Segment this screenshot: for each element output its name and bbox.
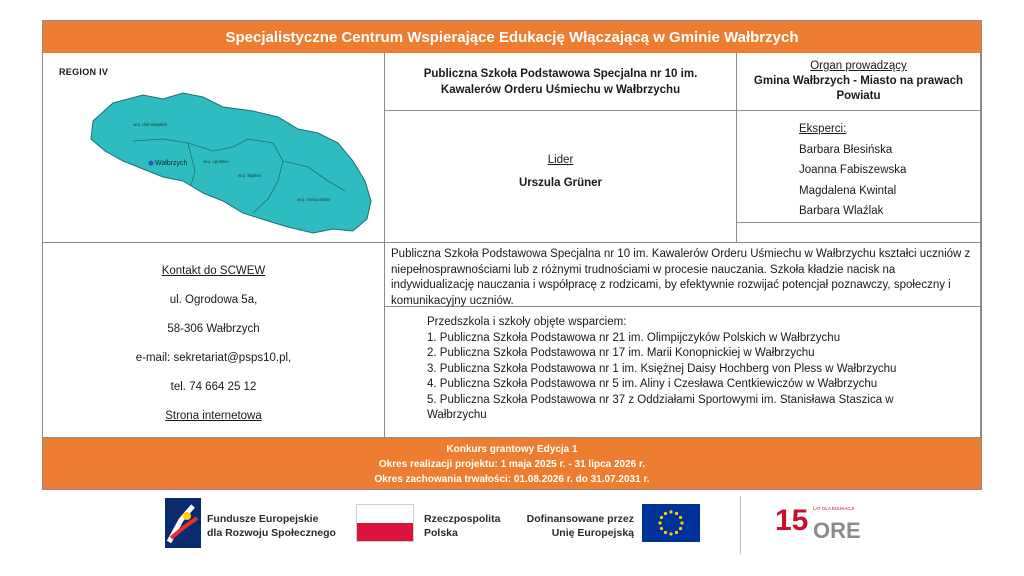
map-area-label: Wałbrzych: [155, 160, 188, 167]
fe-logo-icon: [165, 498, 201, 548]
experts-panel: [737, 111, 981, 223]
contact-panel: [43, 243, 385, 438]
eu-star-icon: [675, 531, 678, 534]
school-name: Publiczna Szkoła Podstawowa Specjalna nr 10 im. Kawalerów Orderu Uśmiechu w Wałbrzychu: [385, 53, 737, 111]
map-area-label: woj. dolnośląskie: [133, 122, 168, 127]
supported-schools-title: Przedszkola i szkoły objęte wsparciem:: [427, 316, 627, 328]
supported-schools-panel: [385, 307, 981, 438]
footer-line: Okres zachowania trwałości: 01.08.2026 r. do 31.07.2031 r.: [374, 474, 650, 485]
contact-title: Kontakt do SCWEW: [161, 265, 266, 277]
expert-name: Magdalena Kwintal: [799, 184, 897, 197]
eu-star-icon: [660, 516, 663, 519]
region-map: [83, 81, 373, 241]
svg-text:ORE: ORE: [813, 518, 861, 543]
eu-star-icon: [664, 512, 667, 515]
list-item: 3. Publiczna Szkoła Podstawowa nr 1 im. Księżnej Daisy Hochberg von Pless w Wałbrzychu: [427, 362, 897, 375]
info-card: [42, 20, 982, 490]
poland-logo-text: [424, 512, 500, 540]
svg-text:15: 15: [775, 504, 809, 537]
experts-panel-spacer: [737, 223, 981, 243]
project-footer: [43, 438, 981, 489]
pl-line-2: Polska: [424, 527, 458, 539]
school-description: Publiczna Szkoła Podstawowa Specjalna nr 10 im. Kawalerów Orderu Uśmiechu w Wałbrzychu kształci uczniów z niepełnosprawnościami lub z różnymi trudnościami w procesie nauczania. Szkoła kładzie nacisk na indywidualizację nauczania i współpracę z rodzicami, by efektywnie rozwijać potencjał poznawczy, społeczny i komunikacyjny uczniów.: [385, 243, 981, 307]
organ-value: Gmina Wałbrzych - Miasto na prawach Powiatu: [753, 75, 964, 102]
eu-star-icon: [660, 527, 663, 530]
region-map-panel: [43, 53, 385, 243]
list-item: 5. Publiczna Szkoła Podstawowa nr 37 z Oddziałami Sportowymi im. Stanisława Staszica w Wałbrzychu: [427, 393, 894, 421]
list-item: 1. Publiczna Szkoła Podstawowa nr 21 im. Olimpijczyków Polskich w Wałbrzychu: [427, 331, 841, 344]
eu-star-icon: [675, 512, 678, 515]
list-item: 4. Publiczna Szkoła Podstawowa nr 5 im. Aliny i Czesława Centkiewiczów w Wałbrzychu: [427, 378, 878, 390]
eu-logo-text: [524, 512, 634, 540]
walbrzych-marker: [149, 161, 154, 166]
page-title: Specjalistyczne Centrum Wspierające Edukację Włączającą w Gminie Wałbrzych: [43, 21, 981, 53]
eu-star-icon: [680, 521, 683, 524]
expert-name: Barbara Wlaźlak: [799, 205, 884, 217]
eu-line-2: Unię Europejską: [551, 527, 634, 539]
poland-flag-icon: [356, 504, 414, 542]
website-label: Strona internetowa: [165, 410, 262, 422]
eu-star-icon: [679, 516, 682, 519]
fe-logo-text: [207, 512, 336, 540]
fe-line-1: Fundusze Europejskie: [207, 513, 319, 525]
list-item: 2. Publiczna Szkoła Podstawowa nr 17 im. Marii Konopnickiej w Wałbrzychu: [427, 347, 815, 359]
contact-city: 58-306 Wałbrzych: [167, 323, 260, 335]
leader-name: Urszula Grüner: [518, 177, 603, 189]
pl-line-1: Rzeczpospolita: [424, 513, 501, 525]
organ-label: Organ prowadzący: [810, 60, 907, 72]
map-area-label: woj. małopolskie: [297, 197, 331, 202]
eu-star-icon: [664, 531, 667, 534]
eu-star-icon: [658, 521, 661, 524]
eu-line-1: Dofinansowane przez: [526, 513, 634, 525]
footer-line: Okres realizacji projektu: 1 maja 2025 r. - 31 lipca 2026 r.: [378, 459, 646, 470]
leader-label: Lider: [547, 154, 574, 166]
logo-strip: [0, 490, 1024, 576]
eu-star-icon: [669, 510, 672, 513]
svg-text:LAT DLA EDUKACJI: LAT DLA EDUKACJI: [813, 506, 855, 511]
map-area-label: woj. śląskie: [238, 173, 262, 178]
organ-panel: [737, 53, 981, 111]
ore-logo-icon: [775, 500, 865, 548]
eu-flag-icon: [642, 504, 700, 542]
eu-star-icon: [679, 527, 682, 530]
expert-name: Barbara Błesińska: [799, 143, 893, 156]
footer-line: Konkurs grantowy Edycja 1: [446, 444, 578, 455]
region-label: REGION IV: [59, 67, 109, 77]
contact-email[interactable]: e-mail: sekretariat@psps10.pl,: [135, 352, 292, 364]
map-region-shape: [91, 93, 371, 233]
experts-label: Eksperci:: [799, 123, 847, 135]
map-area-label: woj. opolskie: [203, 159, 229, 164]
contact-phone: tel. 74 664 25 12: [170, 381, 257, 393]
contact-street: ul. Ogrodowa 5a,: [169, 294, 258, 306]
leader-panel: [385, 111, 737, 243]
eu-star-icon: [669, 532, 672, 535]
fe-line-2: dla Rozwoju Społecznego: [207, 527, 336, 539]
logo-divider: [740, 496, 741, 554]
expert-name: Joanna Fabiszewska: [799, 164, 907, 176]
